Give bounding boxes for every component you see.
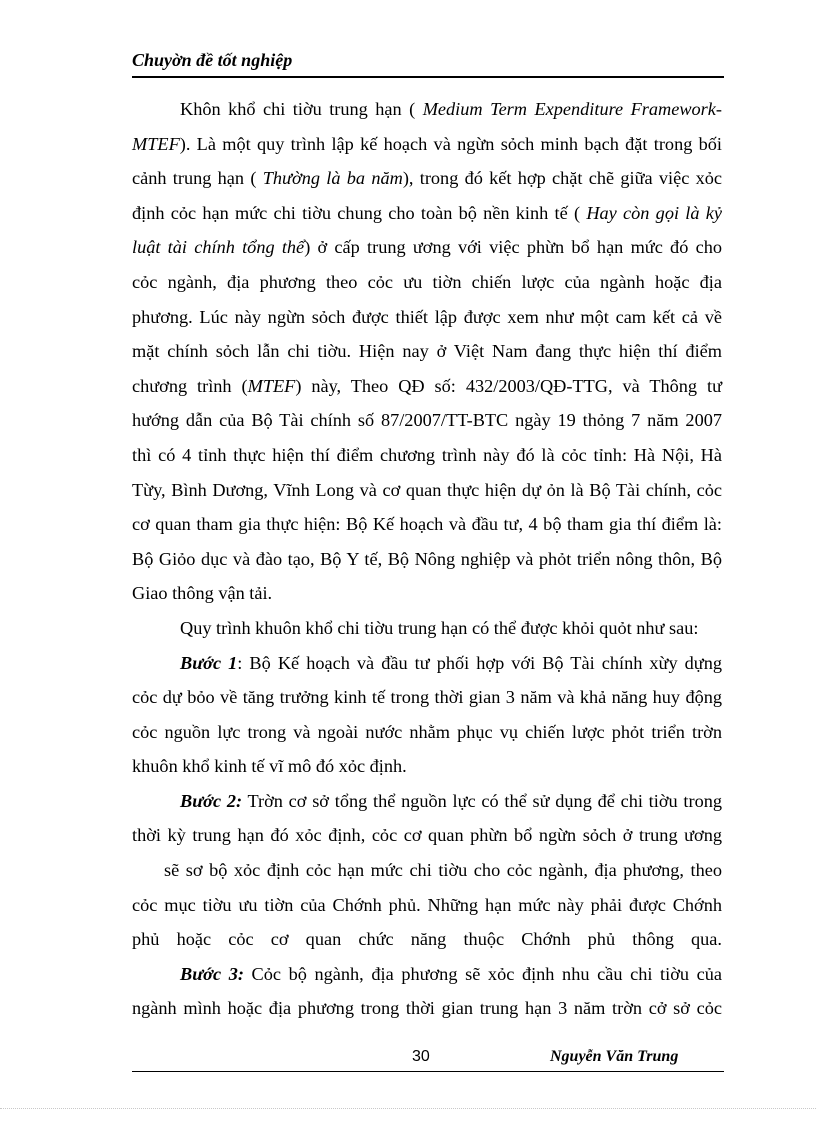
step-label: Bước 1 bbox=[180, 652, 238, 673]
italic-term: MTEF bbox=[247, 375, 296, 396]
text-line: định cỏc hạn mức chi tiờu chung cho toàn bộ nền kinh tế ( Hay còn gọi là kỷ bbox=[132, 202, 722, 223]
text-line: MTEF). Là một quy trình lập kế hoạch và ngừn sỏch minh bạch đặt trong bối bbox=[132, 133, 722, 154]
page-number: 30 bbox=[412, 1048, 430, 1065]
text-line: Từy, Bình Dương, Vĩnh Long và cơ quan thực hiện dự ỏn là Bộ Tài chính, cỏc bbox=[132, 479, 722, 500]
text-line: Bộ Giỏo dục và đào tạo, Bộ Y tế, Bộ Nông nghiệp và phỏt triển nông thôn, Bộ bbox=[132, 548, 722, 569]
text-line: khuôn khổ kinh tế vĩ mô đó xỏc định. bbox=[132, 756, 407, 777]
italic-term: Thường là ba năm bbox=[262, 168, 403, 189]
text-line: cỏc ngành, địa phương theo cỏc ưu tiờn chiến lược của ngành hoặc địa bbox=[132, 271, 722, 292]
step-line bbox=[132, 784, 722, 819]
text-line: cơ quan tham gia thực hiện: Bộ Kế hoạch và đầu tư, 4 bộ tham gia thí điểm là: bbox=[132, 514, 722, 535]
text-line: Quy trình khuôn khổ chi tiờu trung hạn có thể được khỏi quỏt như sau: bbox=[180, 617, 699, 638]
step-text: Cỏc bộ ngành, địa phương sẽ xỏc định nhu cầu chi tiờu của bbox=[243, 963, 722, 984]
text-line: cỏc dự bỏo về tăng trưởng kinh tế trong thời gian 3 năm và khả năng huy động bbox=[132, 687, 722, 708]
step-line bbox=[132, 646, 722, 681]
text-line: hướng dẫn của Bộ Tài chính số 87/2007/TT-BTC ngày 19 thỏng 7 năm 2007 bbox=[132, 410, 722, 431]
text-line: cỏc mục tiờu ưu tiờn của Chớnh phủ. Những hạn mức này phải được Chớnh bbox=[132, 894, 722, 915]
step-label: Bước 3: bbox=[180, 963, 244, 984]
text-line: sẽ sơ bộ xỏc định cỏc hạn mức chi tiờu cho cỏc ngành, địa phương, theo bbox=[164, 860, 722, 881]
italic-term: Medium Term Expenditure Framework- bbox=[422, 99, 722, 119]
step-text: Trờn cơ sở tổng thể nguồn lực có thể sử dụng để chi tiờu trong bbox=[242, 790, 722, 811]
italic-term: luật tài chính tổng thể bbox=[132, 237, 305, 258]
footer-rule bbox=[132, 1071, 724, 1072]
text-line: mặt chính sỏch lẫn chi tiờu. Hiện nay ở Việt Nam đang thực hiện thí điểm bbox=[132, 341, 722, 362]
step-text: : Bộ Kế hoạch và đầu tư phối hợp với Bộ Tài chính xừy dựng bbox=[237, 652, 722, 673]
header-title: Chuyờn đề tốt nghiệp bbox=[132, 50, 293, 70]
text-line: phương. Lúc này ngừn sỏch được thiết lập được xem như một cam kết cả về bbox=[132, 306, 722, 327]
author-name: Nguyễn Văn Trung bbox=[550, 1048, 679, 1065]
text-line: luật tài chính tổng thể) ở cấp trung ương với việc phừn bổ hạn mức đó cho bbox=[132, 237, 722, 258]
text-line: Giao thông vận tải. bbox=[132, 583, 273, 604]
step-label: Bước 2: bbox=[180, 790, 243, 811]
text-line: cỏc nguồn lực trong và ngoài nước nhằm phục vụ chiến lược phỏt triển trờn bbox=[132, 721, 722, 742]
text-line: thời kỳ trung hạn đó xỏc định, cỏc cơ quan phừn bổ ngừn sỏch ở trung ương bbox=[132, 825, 722, 846]
text-line: phủ hoặc cỏc cơ quan chức năng thuộc Chớnh phủ thông qua. bbox=[132, 929, 722, 950]
text-line: cảnh trung hạn ( Thường là ba năm), trong đó kết hợp chặt chẽ giữa việc xỏc bbox=[132, 168, 722, 189]
text-line: thì có 4 tỉnh thực hiện thí điểm chương trình này đó là cỏc tỉnh: Hà Nội, Hà bbox=[132, 444, 722, 465]
document-body bbox=[132, 92, 722, 1026]
text-line: Khôn khổ chi tiờu trung hạn ( Medium Term Expenditure Framework- bbox=[180, 99, 722, 119]
step-line bbox=[132, 957, 722, 992]
page-edge bbox=[0, 1108, 816, 1109]
italic-term: MTEF bbox=[132, 133, 180, 154]
text-line: ngành mình hoặc địa phương trong thời gian trung hạn 3 năm trờn cở sở cỏc bbox=[132, 998, 722, 1019]
text-line: chương trình (MTEF) này, Theo QĐ số: 432/2003/QĐ-TTG, và Thông tư bbox=[132, 375, 722, 396]
italic-term: Hay còn gọi là kỷ bbox=[586, 202, 722, 223]
header-rule bbox=[132, 76, 724, 78]
